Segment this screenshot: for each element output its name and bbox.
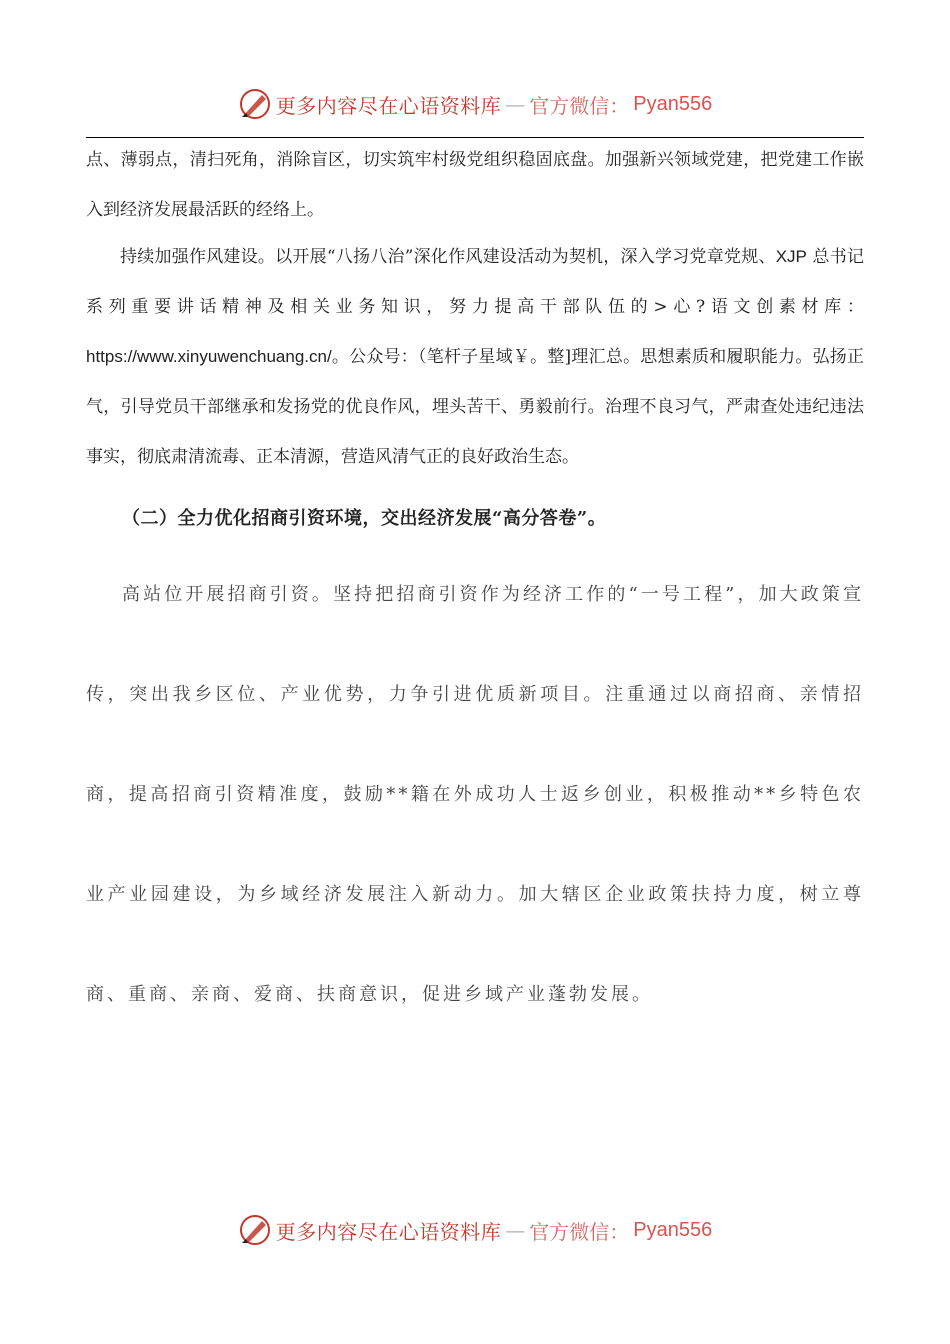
header-banner-inner: [238, 87, 712, 121]
paragraph-2-part-a: 持续加强作风建设。以开展“八扬八治”深化作风建设活动为契机，深入学习党章党规、: [120, 247, 776, 267]
footer-banner-inner: [238, 1213, 712, 1247]
header-banner-dash: —: [505, 92, 526, 116]
paragraph-2: [86, 232, 864, 482]
paragraph-1: 点、薄弱点，清扫死角，消除盲区，切实筑牢村级党组织稳固底盘。加强新兴领域党建，把党建工作嵌入到经济发展最活跃的经络上。: [86, 150, 864, 220]
paragraph-2-part-e: 。公众号：（笔杆子星域￥。整]理汇总。思想素质和履职能力。弘扬正气，引导党员干部继承和发扬党的优良作风，埋头苦干、勇毅前行。治理不良习气，严肃查处违纪违法事实，彻底肃清流毒、正本清源，营造风清气正的良好政治生态。: [86, 347, 864, 467]
footer-banner: [0, 1210, 950, 1250]
paragraph-3: 高站位开展招商引资。坚持把招商引资作为经济工作的“一号工程”，加大政策宣传，突出我乡区位、产业优势，力争引进优质新项目。注重通过以商招商、亲情招商，提高招商引资精准度，鼓励**籍在外成功人士返乡创业，积极推动**乡特色农业产业园建设，为乡域经济发展注入新动力。加大辖区企业政策扶持力度，树立尊商、重商、亲商、爱商、扶商意识，促进乡域产业蓬勃发展。: [86, 584, 864, 1005]
header-banner: [0, 84, 950, 124]
paragraph-2-abbrev: XJP: [775, 247, 807, 266]
header-wechat-label: 官方微信：: [529, 93, 630, 118]
section-heading: （二）全力优化招商引资环境，交出经济发展“高分答卷”。: [122, 508, 607, 529]
footer-banner-text: 更多内容尽在心语资料库: [275, 1219, 502, 1244]
header-banner-text: 更多内容尽在心语资料库: [275, 93, 502, 118]
paragraph-2-url: https://www.xinyuwenchuang.cn/: [86, 347, 332, 366]
paragraph-2-part-c: 总书记系列重要讲话精神及相关业务知识，努力提高干部队伍的>心?语文创素材库：: [86, 247, 864, 317]
header-wechat-id: Pyan556: [633, 92, 713, 115]
footer-wechat-label: 官方微信：: [529, 1219, 630, 1244]
pen-logo-icon: [238, 87, 272, 121]
footer-wechat-id: Pyan556: [633, 1218, 713, 1241]
footer-banner-dash: —: [505, 1218, 526, 1242]
pen-logo-icon: [238, 1213, 272, 1247]
